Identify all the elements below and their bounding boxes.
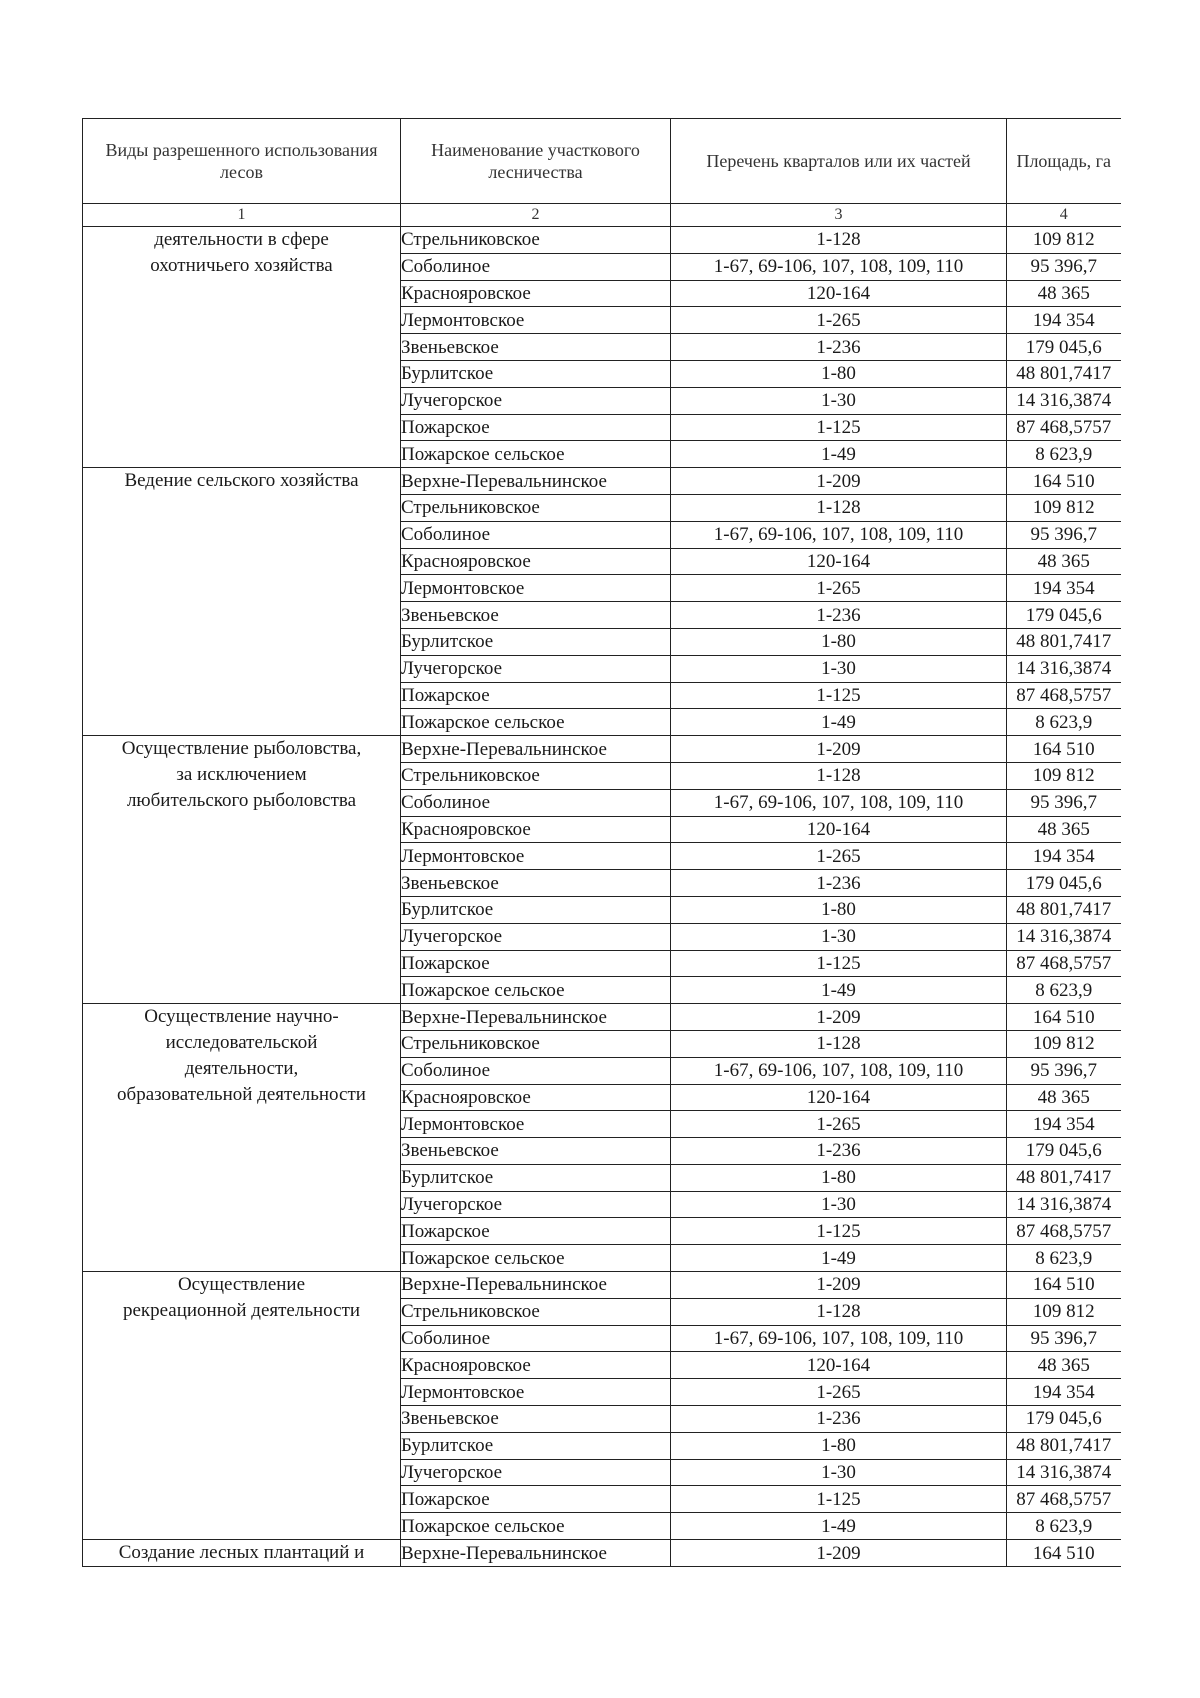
column-number-1: 1 <box>83 204 401 227</box>
quarters-cell: 1-67, 69-106, 107, 108, 109, 110 <box>671 1325 1007 1352</box>
use-type-cell <box>83 1004 401 1272</box>
quarters-cell: 1-67, 69-106, 107, 108, 109, 110 <box>671 789 1007 816</box>
forestry-name-cell: Краснояровское <box>401 548 671 575</box>
area-cell: 87 468,5757 <box>1007 1218 1121 1245</box>
area-cell: 48 365 <box>1007 280 1121 307</box>
table-row <box>83 1540 1121 1567</box>
forestry-name-cell: Бурлитское <box>401 360 671 387</box>
header-use-type: Виды разрешенного использования лесов <box>83 119 401 204</box>
quarters-cell: 1-30 <box>671 655 1007 682</box>
area-cell: 87 468,5757 <box>1007 682 1121 709</box>
table-row <box>83 227 1121 254</box>
area-cell: 87 468,5757 <box>1007 414 1121 441</box>
forestry-name-cell: Лермонтовское <box>401 575 671 602</box>
forestry-name-cell: Звеньевское <box>401 602 671 629</box>
area-cell: 109 812 <box>1007 227 1121 254</box>
area-cell: 14 316,3874 <box>1007 1459 1121 1486</box>
forestry-name-cell: Соболиное <box>401 1057 671 1084</box>
forestry-name-cell: Лермонтовское <box>401 307 671 334</box>
quarters-cell: 1-30 <box>671 1191 1007 1218</box>
quarters-cell: 1-128 <box>671 227 1007 254</box>
quarters-cell: 1-67, 69-106, 107, 108, 109, 110 <box>671 253 1007 280</box>
quarters-cell: 1-236 <box>671 1406 1007 1433</box>
quarters-cell: 120-164 <box>671 1084 1007 1111</box>
use-type-line: образовательной деятельности <box>117 1084 366 1106</box>
quarters-cell: 1-209 <box>671 736 1007 763</box>
table-header-row <box>83 119 1121 204</box>
forestry-name-cell: Соболиное <box>401 789 671 816</box>
quarters-cell: 1-49 <box>671 441 1007 468</box>
area-cell: 48 801,7417 <box>1007 1164 1121 1191</box>
area-cell: 8 623,9 <box>1007 1245 1121 1272</box>
forestry-name-cell: Звеньевское <box>401 1138 671 1165</box>
quarters-cell: 1-265 <box>671 307 1007 334</box>
use-type-line: Осуществление <box>177 1274 306 1296</box>
use-type-line: деятельности, <box>184 1058 299 1080</box>
area-cell: 87 468,5757 <box>1007 950 1121 977</box>
area-cell: 194 354 <box>1007 843 1121 870</box>
use-type-line: Создание лесных плантаций и <box>118 1542 365 1564</box>
table-row <box>83 736 1121 763</box>
quarters-cell: 1-265 <box>671 843 1007 870</box>
forestry-name-cell: Пожарское <box>401 1218 671 1245</box>
quarters-cell: 1-125 <box>671 682 1007 709</box>
forestry-name-cell: Краснояровское <box>401 816 671 843</box>
quarters-cell: 1-67, 69-106, 107, 108, 109, 110 <box>671 521 1007 548</box>
quarters-cell: 1-128 <box>671 1030 1007 1057</box>
forestry-name-cell: Бурлитское <box>401 896 671 923</box>
area-cell: 179 045,6 <box>1007 1138 1121 1165</box>
forestry-name-cell: Верхне-Перевальнинское <box>401 1272 671 1299</box>
quarters-cell: 1-125 <box>671 1486 1007 1513</box>
forestry-name-cell: Стрельниковское <box>401 494 671 521</box>
forestry-name-cell: Звеньевское <box>401 870 671 897</box>
area-cell: 164 510 <box>1007 736 1121 763</box>
forestry-name-cell: Лучегорское <box>401 1459 671 1486</box>
forestry-name-cell: Стрельниковское <box>401 762 671 789</box>
use-type-line: за исключением <box>176 764 307 786</box>
area-cell: 109 812 <box>1007 762 1121 789</box>
table-row <box>83 1272 1121 1299</box>
forestry-name-cell: Пожарское <box>401 1486 671 1513</box>
area-cell: 14 316,3874 <box>1007 387 1121 414</box>
quarters-cell: 1-30 <box>671 923 1007 950</box>
area-cell: 8 623,9 <box>1007 977 1121 1004</box>
quarters-cell: 1-80 <box>671 360 1007 387</box>
forestry-name-cell: Пожарское сельское <box>401 709 671 736</box>
area-cell: 95 396,7 <box>1007 1325 1121 1352</box>
quarters-cell: 1-30 <box>671 387 1007 414</box>
forestry-name-cell: Пожарское сельское <box>401 1513 671 1540</box>
quarters-cell: 1-49 <box>671 977 1007 1004</box>
area-cell: 48 365 <box>1007 1352 1121 1379</box>
area-cell: 48 365 <box>1007 1084 1121 1111</box>
forestry-name-cell: Краснояровское <box>401 280 671 307</box>
area-cell: 14 316,3874 <box>1007 923 1121 950</box>
forestry-name-cell: Лермонтовское <box>401 1111 671 1138</box>
quarters-cell: 1-49 <box>671 1245 1007 1272</box>
quarters-cell: 1-125 <box>671 950 1007 977</box>
use-type-line: рекреационной деятельности <box>122 1300 361 1322</box>
forestry-name-cell: Стрельниковское <box>401 1030 671 1057</box>
forestry-name-cell: Лучегорское <box>401 1191 671 1218</box>
quarters-cell: 1-236 <box>671 334 1007 361</box>
area-cell: 109 812 <box>1007 1298 1121 1325</box>
area-cell: 48 801,7417 <box>1007 1432 1121 1459</box>
forestry-name-cell: Соболиное <box>401 1325 671 1352</box>
area-cell: 109 812 <box>1007 494 1121 521</box>
area-cell: 164 510 <box>1007 1004 1121 1031</box>
area-cell: 194 354 <box>1007 575 1121 602</box>
quarters-cell: 1-80 <box>671 896 1007 923</box>
forestry-name-cell: Бурлитское <box>401 1432 671 1459</box>
quarters-cell: 1-265 <box>671 1111 1007 1138</box>
area-cell: 8 623,9 <box>1007 441 1121 468</box>
area-cell: 194 354 <box>1007 307 1121 334</box>
forestry-name-cell: Верхне-Перевальнинское <box>401 736 671 763</box>
quarters-cell: 1-209 <box>671 1272 1007 1299</box>
area-cell: 14 316,3874 <box>1007 1191 1121 1218</box>
area-cell: 194 354 <box>1007 1379 1121 1406</box>
forestry-name-cell: Верхне-Перевальнинское <box>401 1540 671 1567</box>
area-cell: 164 510 <box>1007 1540 1121 1567</box>
forestry-name-cell: Краснояровское <box>401 1084 671 1111</box>
use-type-line: Осуществление научно- <box>144 1006 339 1028</box>
quarters-cell: 1-128 <box>671 1298 1007 1325</box>
quarters-cell: 1-49 <box>671 1513 1007 1540</box>
area-cell: 194 354 <box>1007 1111 1121 1138</box>
area-cell: 48 801,7417 <box>1007 360 1121 387</box>
forestry-name-cell: Краснояровское <box>401 1352 671 1379</box>
forestry-name-cell: Звеньевское <box>401 334 671 361</box>
forestry-name-cell: Лучегорское <box>401 923 671 950</box>
area-cell: 179 045,6 <box>1007 334 1121 361</box>
use-type-cell <box>83 1272 401 1540</box>
area-cell: 164 510 <box>1007 468 1121 495</box>
forestry-name-cell: Соболиное <box>401 253 671 280</box>
column-number-4: 4 <box>1007 204 1121 227</box>
quarters-cell: 120-164 <box>671 548 1007 575</box>
area-cell: 95 396,7 <box>1007 789 1121 816</box>
use-type-line: охотничьего хозяйства <box>150 255 333 276</box>
forestry-name-cell: Лермонтовское <box>401 1379 671 1406</box>
forestry-name-cell: Верхне-Перевальнинское <box>401 1004 671 1031</box>
forestry-name-cell: Звеньевское <box>401 1406 671 1433</box>
table-row <box>83 468 1121 495</box>
area-cell: 109 812 <box>1007 1030 1121 1057</box>
forestry-name-cell: Лермонтовское <box>401 843 671 870</box>
area-cell: 179 045,6 <box>1007 602 1121 629</box>
use-type-line: любительского рыболовства <box>126 790 357 812</box>
header-quarters: Перечень кварталов или их частей <box>671 119 1007 204</box>
use-type-cell <box>83 227 401 468</box>
area-cell: 95 396,7 <box>1007 1057 1121 1084</box>
quarters-cell: 1-125 <box>671 414 1007 441</box>
forestry-name-cell: Лучегорское <box>401 387 671 414</box>
quarters-cell: 1-128 <box>671 494 1007 521</box>
quarters-cell: 1-209 <box>671 468 1007 495</box>
forestry-name-cell: Стрельниковское <box>401 1298 671 1325</box>
quarters-cell: 1-209 <box>671 1540 1007 1567</box>
area-cell: 14 316,3874 <box>1007 655 1121 682</box>
forestry-name-cell: Пожарское <box>401 682 671 709</box>
quarters-cell: 1-209 <box>671 1004 1007 1031</box>
quarters-cell: 1-236 <box>671 870 1007 897</box>
table-row <box>83 1004 1121 1031</box>
quarters-cell: 1-30 <box>671 1459 1007 1486</box>
use-type-cell <box>83 736 401 1004</box>
use-type-line: Ведение сельского хозяйства <box>124 470 359 492</box>
header-forestry-name: Наименование участкового лесничества <box>401 119 671 204</box>
area-cell: 164 510 <box>1007 1272 1121 1299</box>
area-cell: 8 623,9 <box>1007 1513 1121 1540</box>
forestry-name-cell: Пожарское <box>401 950 671 977</box>
quarters-cell: 1-80 <box>671 1432 1007 1459</box>
forestry-name-cell: Пожарское сельское <box>401 977 671 1004</box>
area-cell: 48 365 <box>1007 816 1121 843</box>
quarters-cell: 1-67, 69-106, 107, 108, 109, 110 <box>671 1057 1007 1084</box>
quarters-cell: 1-236 <box>671 602 1007 629</box>
forestry-name-cell: Пожарское сельское <box>401 1245 671 1272</box>
forest-use-table <box>82 118 1121 1567</box>
use-type-cell <box>83 1540 401 1567</box>
area-cell: 179 045,6 <box>1007 870 1121 897</box>
forestry-name-cell: Пожарское сельское <box>401 441 671 468</box>
forestry-name-cell: Пожарское <box>401 414 671 441</box>
area-cell: 8 623,9 <box>1007 709 1121 736</box>
quarters-cell: 1-125 <box>671 1218 1007 1245</box>
forestry-name-cell: Верхне-Перевальнинское <box>401 468 671 495</box>
table-body <box>83 227 1121 1567</box>
use-type-line: деятельности в сфере <box>154 229 329 250</box>
header-area: Площадь, га <box>1007 119 1121 204</box>
quarters-cell: 1-80 <box>671 628 1007 655</box>
area-cell: 48 801,7417 <box>1007 628 1121 655</box>
forestry-name-cell: Лучегорское <box>401 655 671 682</box>
area-cell: 95 396,7 <box>1007 253 1121 280</box>
quarters-cell: 120-164 <box>671 280 1007 307</box>
area-cell: 48 365 <box>1007 548 1121 575</box>
area-cell: 48 801,7417 <box>1007 896 1121 923</box>
area-cell: 179 045,6 <box>1007 1406 1121 1433</box>
column-number-2: 2 <box>401 204 671 227</box>
forestry-name-cell: Бурлитское <box>401 1164 671 1191</box>
forestry-name-cell: Стрельниковское <box>401 227 671 254</box>
column-number-row <box>83 204 1121 227</box>
use-type-line: Осуществление рыболовства, <box>121 738 362 760</box>
quarters-cell: 1-80 <box>671 1164 1007 1191</box>
use-type-cell <box>83 468 401 736</box>
forestry-name-cell: Бурлитское <box>401 628 671 655</box>
quarters-cell: 120-164 <box>671 816 1007 843</box>
quarters-cell: 1-128 <box>671 762 1007 789</box>
quarters-cell: 120-164 <box>671 1352 1007 1379</box>
use-type-line: исследовательской <box>165 1032 318 1054</box>
forestry-name-cell: Соболиное <box>401 521 671 548</box>
quarters-cell: 1-265 <box>671 575 1007 602</box>
quarters-cell: 1-265 <box>671 1379 1007 1406</box>
area-cell: 87 468,5757 <box>1007 1486 1121 1513</box>
area-cell: 95 396,7 <box>1007 521 1121 548</box>
column-number-3: 3 <box>671 204 1007 227</box>
quarters-cell: 1-49 <box>671 709 1007 736</box>
quarters-cell: 1-236 <box>671 1138 1007 1165</box>
